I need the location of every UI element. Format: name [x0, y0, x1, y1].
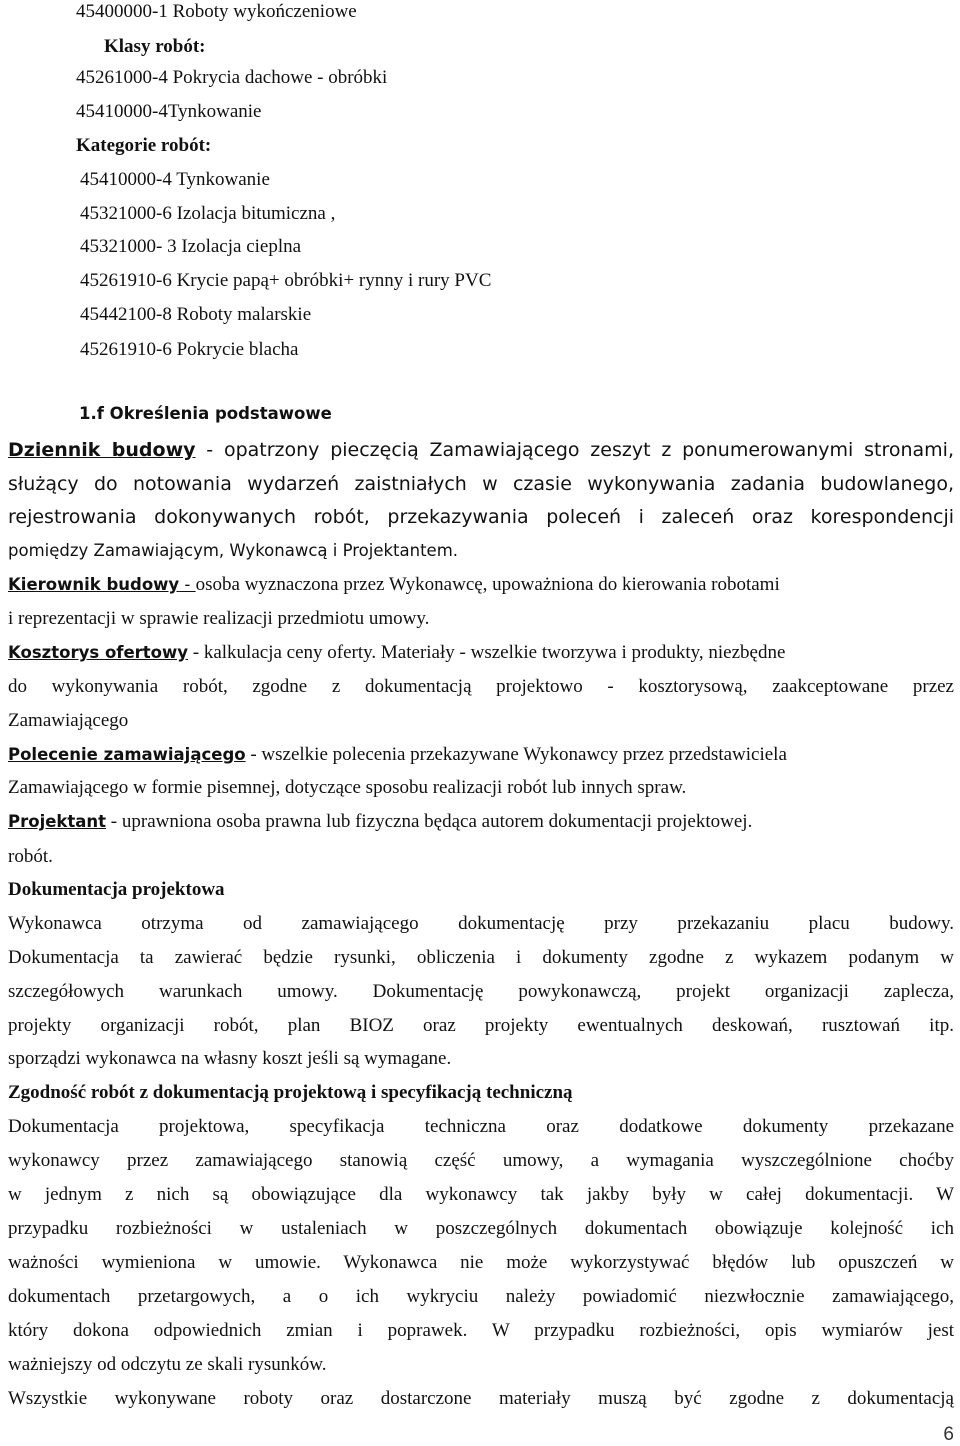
dokumentacja-line-5: sporządzi wykonawca na własny koszt jeśli są wymagane. — [8, 1048, 452, 1069]
kategoria-6: 45261910-6 Pokrycie blacha — [80, 339, 299, 360]
zgodnosc-line-2: wykonawcy przez zamawiającego stanowią część umowy, a wymagania wyszczególnione choćby — [8, 1150, 954, 1171]
kategoria-4: 45261910-6 Krycie papą+ obróbki+ rynny i rury PVC — [80, 270, 492, 291]
zgodnosc-line-8: ważniejszy od odczytu ze skali rysunków. — [8, 1354, 327, 1375]
dokumentacja-line-2: Dokumentacja ta zawierać będzie rysunki, obliczenia i dokumenty zgodne z wykazem podanym w — [8, 947, 954, 968]
projektant-term: Projektant — [8, 812, 107, 831]
kategoria-3: 45321000- 3 Izolacja cieplna — [80, 236, 302, 257]
zgodnosc-heading: Zgodność robót z dokumentacją projektową i specyfikacją techniczną — [8, 1082, 573, 1103]
kosztorys-line-3: Zamawiającego — [8, 710, 129, 731]
kierownik-term: Kierownik budowy — [8, 575, 180, 594]
dokumentacja-line-3: szczegółowych warunkach umowy. Dokumentację powykonawczą, projekt organizacji zaplecza, — [8, 981, 954, 1002]
polecenie-line-2: Zamawiającego w formie pisemnej, dotyczące sposobu realizacji robót lub innych spraw. — [8, 777, 687, 798]
kierownik-def-1: osoba wyznaczona przez Wykonawcę, upoważniona do kierowania robotami — [195, 574, 780, 595]
dziennik-def-1: - opatrzony pieczęcią Zamawiającego zeszyt z ponumerowanymi stronami, — [195, 439, 954, 461]
dokumentacja-line-4: projekty organizacji robót, plan BIOZ oraz projekty ewentualnych deskowań, rusztowań itp. — [8, 1015, 954, 1036]
section-heading: 1.f Określenia podstawowe — [79, 404, 332, 423]
zgodnosc-line-5: ważności wymieniona w umowie. Wykonawca nie może wykorzystywać błędów lub opuszczeń w — [8, 1252, 954, 1273]
zgodnosc-line-1: Dokumentacja projektowa, specyfikacja techniczna oraz dodatkowe dokumenty przekazane — [8, 1116, 954, 1137]
projektant-def-1: - uprawniona osoba prawna lub fizyczna będąca autorem dokumentacji projektowej. — [106, 811, 753, 832]
kosztorys-def-1: - kalkulacja ceny oferty. Materiały - wszelkie tworzywa i produkty, niezbędne — [188, 642, 786, 663]
kosztorys-term: Kosztorys ofertowy — [8, 643, 189, 662]
page-number: 6 — [943, 1424, 954, 1445]
zgodnosc-line-3: w jednym z nich są obowiązujące dla wykonawcy tak jakby były w całej dokumentacji. W — [8, 1184, 954, 1205]
dziennik-line-1 — [8, 438, 954, 462]
dokumentacja-line-1: Wykonawca otrzyma od zamawiającego dokumentację przy przekazaniu placu budowy. — [8, 913, 954, 934]
kierownik-line-2: i reprezentacji w sprawie realizacji przedmiotu umowy. — [8, 608, 430, 629]
code-line-3: 45410000-4Tynkowanie — [76, 101, 262, 122]
code-line-1: 45400000-1 Roboty wykończeniowe — [76, 1, 357, 22]
zgodnosc-line-4: przypadku rozbieżności w ustaleniach w poszczególnych dokumentach obowiązuje kolejność ich — [8, 1218, 954, 1239]
zgodnosc-line-7: który dokona odpowiednich zmian i poprawek. W przypadku rozbieżności, opis wymiarów jest — [8, 1320, 954, 1341]
kategorie-title: Kategorie robót: — [76, 135, 212, 156]
kategoria-2: 45321000-6 Izolacja bitumiczna , — [80, 203, 336, 224]
dziennik-term: Dziennik budowy — [8, 439, 196, 461]
code-line-2: 45261000-4 Pokrycia dachowe - obróbki — [76, 67, 388, 88]
klasy-title: Klasy robót: — [104, 36, 206, 57]
zgodnosc-final-line: Wszystkie wykonywane roboty oraz dostarczone materiały muszą być zgodne z dokumentacją — [8, 1388, 954, 1409]
polecenie-def-1: - wszelkie polecenia przekazywane Wykonawcy przez przedstawiciela — [245, 744, 787, 765]
projektant-line-1 — [8, 810, 752, 834]
dziennik-line-4: pomiędzy Zamawiającym, Wykonawcą i Projektantem. — [8, 541, 459, 560]
kategoria-1: 45410000-4 Tynkowanie — [80, 169, 270, 190]
kierownik-sep: - — [179, 575, 196, 594]
kierownik-line-1 — [8, 573, 780, 597]
dokumentacja-heading: Dokumentacja projektowa — [8, 879, 225, 900]
kosztorys-line-2: do wykonywania robót, zgodne z dokumentacją projektowo - kosztorysową, zaakceptowane przez — [8, 676, 954, 697]
zgodnosc-line-6: dokumentach przetargowych, a o ich wykryciu należy powiadomić niezwłocznie zamawiającego, — [8, 1286, 954, 1307]
polecenie-term: Polecenie zamawiającego — [8, 745, 246, 764]
dziennik-line-3: rejestrowania dokonywanych robót, przekazywania poleceń i zaleceń oraz korespondencji — [8, 506, 954, 528]
dziennik-line-2: służący do notowania wydarzeń zaistniałych w czasie wykonywania zadania budowlanego, — [8, 473, 954, 495]
kosztorys-line-1 — [8, 641, 785, 665]
polecenie-line-1 — [8, 743, 787, 767]
projektant-line-2: robót. — [8, 846, 53, 867]
kategoria-5: 45442100-8 Roboty malarskie — [80, 304, 312, 325]
